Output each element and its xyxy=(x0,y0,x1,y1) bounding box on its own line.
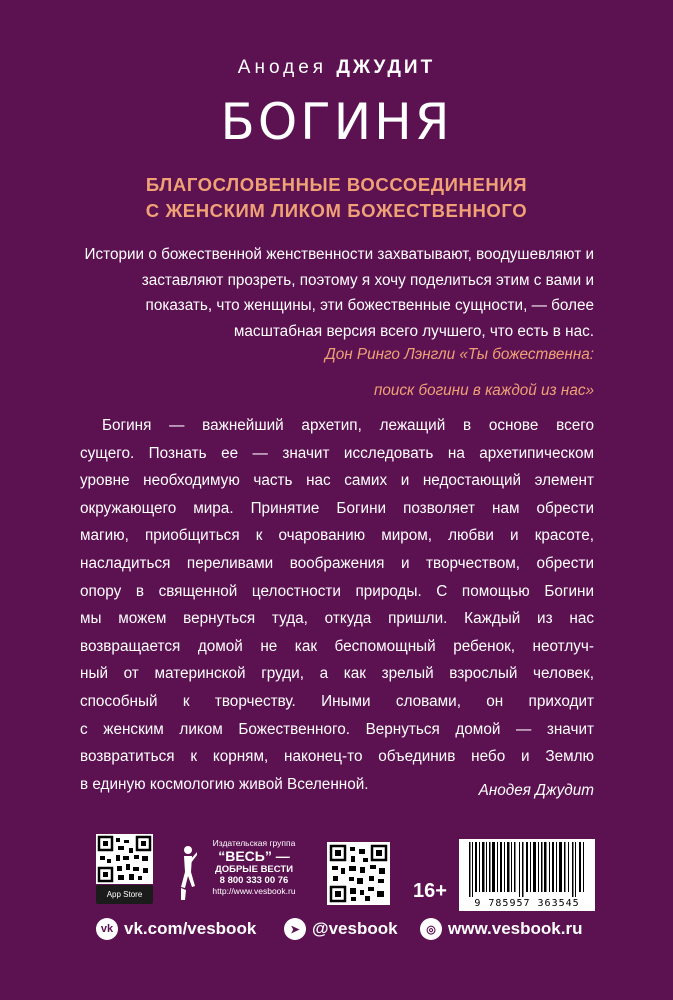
subtitle-line-1: БЛАГОСЛОВЕННЫЕ ВОССОЕДИНЕНИЯ xyxy=(145,174,528,195)
body-line: магию, приобщиться к очарованию миром, любви и красоте, xyxy=(80,527,594,545)
publisher-text xyxy=(200,838,308,897)
body-line: в единую космологию живой Вселенной. xyxy=(80,775,369,793)
vk-icon: vk xyxy=(96,918,118,940)
telegram-link[interactable] xyxy=(284,917,398,941)
author-first-name: Анодея xyxy=(237,57,328,78)
appstore-badge[interactable]: App Store xyxy=(96,885,153,904)
book-subtitle xyxy=(0,172,673,224)
age-rating: 16+ xyxy=(413,880,447,902)
epigraph-source xyxy=(80,337,594,409)
qr-pattern-icon xyxy=(327,842,390,905)
website-link-label: www.vesbook.ru xyxy=(448,919,583,938)
barcode-bars-icon xyxy=(459,839,595,897)
body-line: насладиться переливами воображения и творчеством, обрести xyxy=(80,554,594,572)
publisher-phone: 8 800 333 00 76 xyxy=(219,875,289,886)
body-line: с женским ликом Божественного. Вернуться домой — значит xyxy=(80,720,594,738)
body-line: мы можем вернуться туда, откуда пришли. Каждый из нас xyxy=(80,610,594,628)
body-line: Богиня — важнейший архетип, лежащий в основе всего xyxy=(102,417,594,434)
body-line: возвратиться к корням, наконец-то объединив небо и Землю xyxy=(80,748,594,766)
body-line: окружающего мира. Принятие Богини позволяет нам обрести xyxy=(80,499,594,517)
body-line: уровне необходимую часть нас самих и недостающий элемент xyxy=(80,472,594,490)
epigraph-text: Истории о божественной женственности захватывают, воодушевляют и заставляют прозреть, поэтому я хочу поделиться этим с вами и показать, что женщины, эти божественные сущности, — более масштабная версия всего лучшего, что есть в нас. xyxy=(84,246,594,340)
isbn-number: 9 785957 363545 xyxy=(474,898,580,909)
isbn-barcode xyxy=(459,839,595,911)
publisher-name: “ВЕСЬ” — xyxy=(218,848,290,864)
body-line: способный к творчеству. Иными словами, он приходит xyxy=(80,692,594,710)
epigraph-source-line-1: Дон Ринго Лэнгли «Ты божественна: xyxy=(324,346,594,363)
author-name xyxy=(0,57,673,79)
publisher-url[interactable]: http://www.vesbook.ru xyxy=(212,886,296,896)
telegram-link-label: @vesbook xyxy=(312,919,398,938)
globe-icon: ◎ xyxy=(420,918,442,940)
publisher-group-label: Издательская группа xyxy=(212,838,296,848)
qr-code-app[interactable] xyxy=(96,834,153,884)
body-line: сущего. Познать ее — значит исследовать на архетипическом xyxy=(80,444,594,462)
signature: Анодея Джудит xyxy=(478,782,594,799)
body-line: опору в священной целостности природы. С помощью Богини xyxy=(80,582,594,600)
subtitle-line-2: С ЖЕНСКИМ ЛИКОМ БОЖЕСТВЕННОГО xyxy=(145,200,528,221)
epigraph-source-line-2: поиск богини в каждой из нас» xyxy=(373,382,594,399)
qr-code-site[interactable] xyxy=(327,842,390,905)
book-title: БОГИНЯ xyxy=(220,93,453,151)
publisher-block xyxy=(178,838,308,908)
vk-link[interactable] xyxy=(96,917,256,941)
hermes-logo-icon xyxy=(178,842,198,904)
telegram-icon: ➤ xyxy=(284,918,306,940)
vk-link-label: vk.com/vesbook xyxy=(124,919,257,938)
body-line: ный от материнской груди, а как зрелый взрослый человек, xyxy=(80,665,594,683)
website-link[interactable] xyxy=(420,917,582,941)
author-last-name: ДЖУДИТ xyxy=(336,57,436,78)
publisher-slogan: ДОБРЫЕ ВЕСТИ xyxy=(214,864,294,875)
qr-pattern-icon xyxy=(96,834,153,884)
body-line: возвращается домой не как беспомощный ребенок, неотлуч- xyxy=(80,637,594,655)
annotation-body xyxy=(80,412,594,798)
